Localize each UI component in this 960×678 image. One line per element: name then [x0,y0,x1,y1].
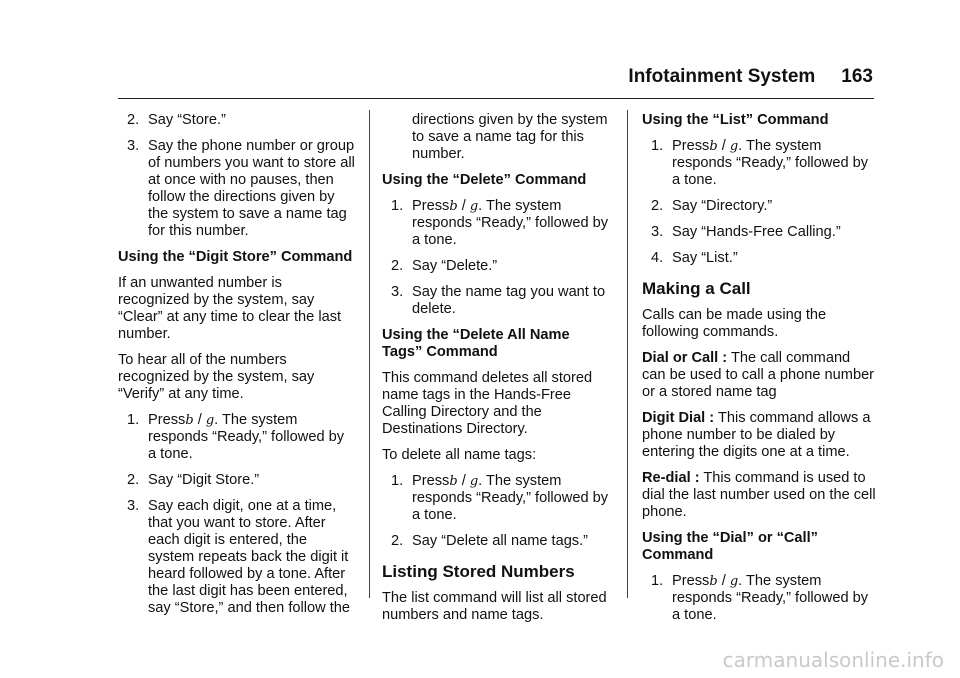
list-item: 2. Say “Digit Store.” [127,472,260,488]
push-to-talk-icon: b [709,139,718,154]
column-2 [382,112,610,633]
subheading-dial-or-call: Using the “Dial” or “Call” Command [642,530,818,563]
voice-recognition-icon: g [469,199,479,214]
list-item: 2. Say “Delete.” [391,258,498,274]
paragraph: If an unwanted number is recognized by the system, say “Clear” at any time to clear the last number. [118,275,342,342]
list-item: 1. Pressb / g. The system responds “Ready,” followed by a tone. [127,412,345,462]
paragraph: This command deletes all stored name tags in the Hands-Free Calling Directory and the Destinations Directory. [382,370,593,437]
watermark: carmanualsonline.info [722,648,944,672]
list-item: 3. Say the name tag you want to delete. [391,284,606,317]
voice-recognition-icon: g [729,574,739,589]
page-number: 163 [841,66,873,87]
push-to-talk-icon: b [709,574,718,589]
list-item: 1. Pressb / g. The system responds “Ready,” followed by a tone. [651,573,869,623]
list-item: 1. Pressb / g. The system responds “Ready,” followed by a tone. [651,138,869,188]
list-item: 3. Say each digit, one at a time, that you want to store. After each digit is entered, the system repeats back the digit it heard followed by a tone. After the last digit has been entered, say “Store,” and then follow the [127,498,350,616]
heading-making-a-call: Making a Call [642,279,751,298]
paragraph: Re-dial : This command is used to dial the last number used on the cell phone. [642,470,876,520]
list-item: 2. Say “Directory.” [651,198,773,214]
voice-recognition-icon: g [729,139,739,154]
term-digit-dial: Digit Dial : [642,410,715,426]
heading-listing-stored-numbers: Listing Stored Numbers [382,562,575,581]
paragraph: The list command will list all stored numbers and name tags. [382,590,607,623]
list-item: 3. Say “Hands-Free Calling.” [651,224,841,240]
voice-recognition-icon: g [205,413,215,428]
push-to-talk-icon: b [185,413,194,428]
subheading-delete-all: Using the “Delete All Name Tags” Command [382,327,570,360]
push-to-talk-icon: b [449,474,458,489]
list-item: 2. Say “Store.” [127,112,226,128]
subheading-delete: Using the “Delete” Command [382,172,587,188]
column-divider-1 [369,110,370,598]
column-divider-2 [627,110,628,598]
term-re-dial: Re-dial : [642,470,700,486]
voice-recognition-icon: g [469,474,479,489]
paragraph: To hear all of the numbers recognized by the system, say “Verify” at any time. [118,352,315,402]
list-item: 3. Say the phone number or group of numbers you want to store all at once with no pauses, then follow the directions given by the system to save a name tag for this number. [127,138,355,239]
header-rule [118,98,874,99]
page-header [0,66,873,88]
list-item-continued: directions given by the system to save a name tag for this number. [412,112,608,162]
paragraph: To delete all name tags: [382,447,537,463]
column-1 [118,112,356,626]
push-to-talk-icon: b [449,199,458,214]
paragraph: Calls can be made using the following commands. [642,307,827,340]
list-item: 1. Pressb / g. The system responds “Ready,” followed by a tone. [391,473,609,523]
column-3 [642,112,876,633]
subheading-list: Using the “List” Command [642,112,829,128]
paragraph: Digit Dial : This command allows a phone number to be dialed by entering the digits one at a time. [642,410,871,460]
section-title: Infotainment System [628,66,816,87]
list-item: 1. Pressb / g. The system responds “Ready,” followed by a tone. [391,198,609,248]
term-dial-or-call: Dial or Call : [642,350,728,366]
list-item: 2. Say “Delete all name tags.” [391,533,589,549]
subheading-digit-store: Using the “Digit Store” Command [118,249,353,265]
list-item: 4. Say “List.” [651,250,738,266]
paragraph: Dial or Call : The call command can be used to call a phone number or a stored name tag [642,350,875,400]
